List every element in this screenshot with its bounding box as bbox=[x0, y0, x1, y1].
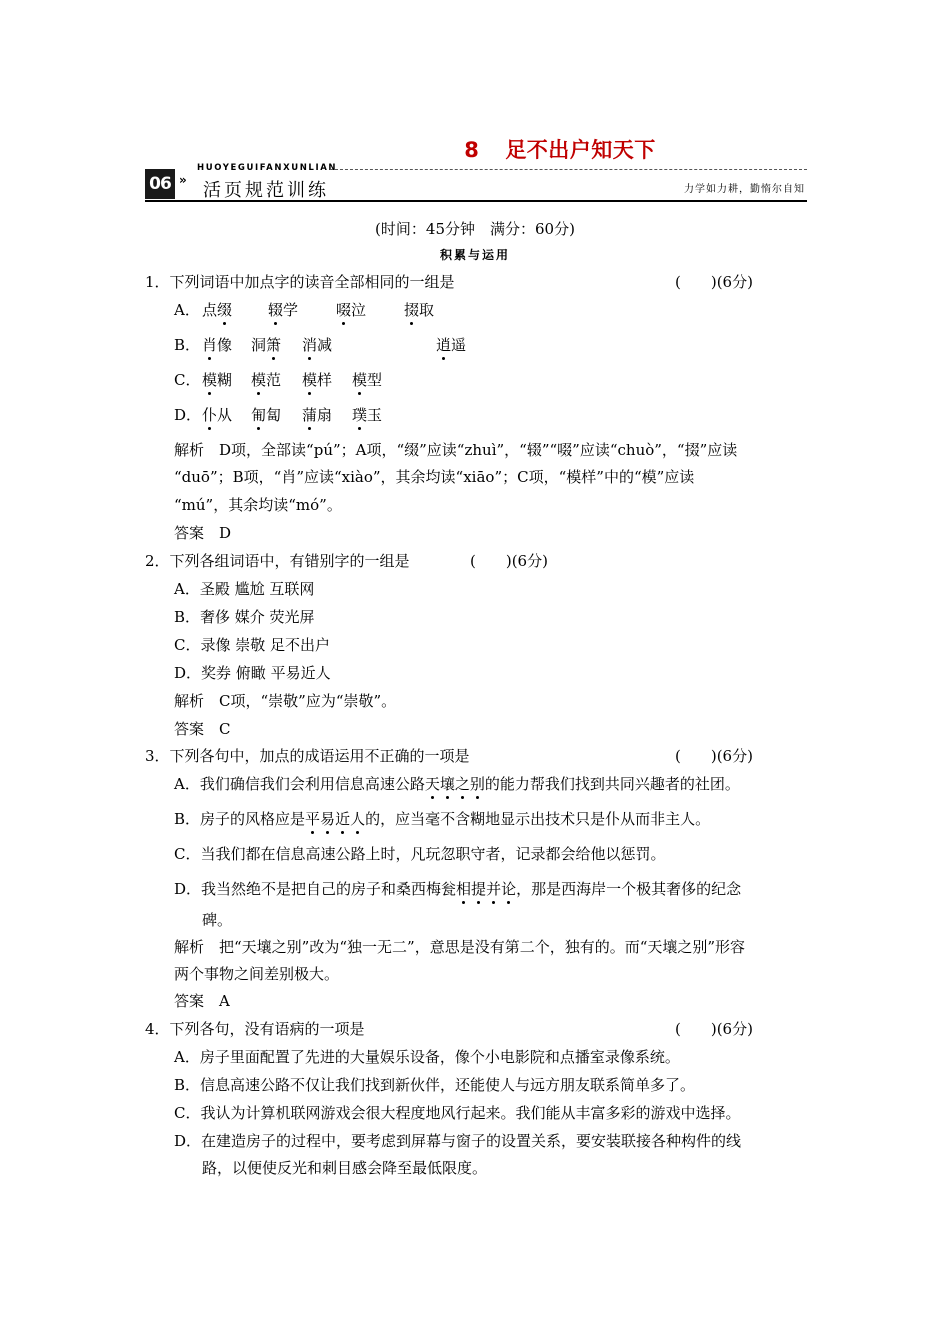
q1-b-word-4 bbox=[436, 335, 466, 355]
sentence-text: C．当我们都在信息高速公路上时，凡 bbox=[174, 845, 426, 863]
char: 糊 bbox=[217, 371, 233, 389]
sentence-text: A．我们确信我们会利用信息高速公路 bbox=[174, 775, 425, 793]
char: 减 bbox=[317, 336, 333, 354]
dotted-char: 辍 bbox=[268, 301, 284, 319]
dotted-char: 璞 bbox=[352, 406, 368, 424]
option-label: B． bbox=[174, 336, 201, 354]
dotted-idiom bbox=[305, 810, 365, 828]
dotted-char: 模 bbox=[352, 371, 368, 389]
analysis-text: C项，“崇敬”应为“崇敬”。 bbox=[204, 692, 397, 710]
dotted-char: 模 bbox=[302, 371, 318, 389]
q4-option-d: D．在建造房子的过程中，要考虑到屏幕与窗子的设置关系，要安装联接各种构件的线 bbox=[174, 1132, 742, 1150]
answer-value: D bbox=[204, 524, 232, 542]
dotted-char: 平 bbox=[305, 810, 321, 828]
q2-option-d: D．奖券 俯瞰 平易近人 bbox=[174, 664, 331, 682]
q3-analysis-line-1 bbox=[174, 937, 745, 957]
q1-c-word-1 bbox=[202, 370, 232, 390]
char: 点 bbox=[202, 301, 218, 319]
dotted-char: 掇 bbox=[404, 301, 420, 319]
q1-c-word-4 bbox=[352, 370, 382, 390]
q1-answer bbox=[174, 523, 231, 543]
answer-value: C bbox=[204, 720, 231, 738]
dotted-char: 别 bbox=[469, 775, 485, 793]
word bbox=[202, 371, 232, 389]
dotted-idiom bbox=[456, 880, 516, 898]
page-title bbox=[300, 134, 820, 164]
char: 匐 bbox=[266, 406, 282, 424]
sentence-text: 的，应当毫不含糊地显示出技术只是仆从而非主人。 bbox=[365, 810, 711, 828]
dotted-char: 相 bbox=[456, 880, 472, 898]
word bbox=[251, 336, 281, 354]
dotted-char: 易 bbox=[320, 810, 336, 828]
q1-analysis-line-1 bbox=[174, 440, 737, 460]
analysis-text: 把“天壤之别”改为“独一无二”，意思是没有第二个，独有的。而“天壤之别”形容 bbox=[204, 938, 746, 956]
word bbox=[302, 406, 332, 424]
dotted-idiom bbox=[425, 775, 485, 793]
analysis-label: 解析 bbox=[174, 692, 205, 710]
char: 遥 bbox=[451, 336, 467, 354]
sentence-text: 的能力帮我们找到共同兴趣者的社团。 bbox=[484, 775, 740, 793]
lesson-title: 足不出户知天下 bbox=[505, 138, 656, 162]
char: 取 bbox=[419, 301, 435, 319]
q1-option-a bbox=[174, 300, 435, 320]
char: 洞 bbox=[251, 336, 267, 354]
q2-option-c: C．录像 崇敬 足不出户 bbox=[174, 636, 331, 654]
answer-label: 答案 bbox=[174, 524, 205, 542]
q1-c-word-2 bbox=[251, 370, 281, 390]
q3-stem: 3．下列各句中，加点的成语运用不正确的一项是 bbox=[145, 747, 470, 765]
q1-a-word-1 bbox=[202, 300, 232, 320]
dotted-char: 天 bbox=[424, 775, 440, 793]
word bbox=[202, 336, 232, 354]
word bbox=[352, 406, 382, 424]
dotted-char: 缀 bbox=[217, 301, 233, 319]
char: 从 bbox=[217, 406, 233, 424]
idiom: 玩忽职守 bbox=[425, 845, 486, 863]
dotted-char: 啜 bbox=[336, 301, 352, 319]
dotted-char: 之 bbox=[454, 775, 470, 793]
q1-d-word-2 bbox=[251, 405, 281, 425]
dotted-char: 近 bbox=[335, 810, 351, 828]
sentence-text: ，那是西海岸一个极其奢侈的纪念 bbox=[516, 880, 742, 898]
analysis-label: 解析 bbox=[174, 441, 205, 459]
analysis-label: 解析 bbox=[174, 938, 205, 956]
char: 学 bbox=[283, 301, 299, 319]
banner-dashed-rule bbox=[330, 169, 807, 170]
q1-a-word-3 bbox=[336, 300, 366, 320]
dotted-char: 逍 bbox=[436, 336, 452, 354]
q1-b-word-2 bbox=[251, 335, 281, 355]
word bbox=[336, 301, 366, 319]
double-chevron-icon: » bbox=[179, 173, 187, 187]
banner-rule bbox=[145, 200, 807, 202]
char: 范 bbox=[266, 371, 282, 389]
word bbox=[302, 371, 332, 389]
q3-option-b bbox=[174, 809, 710, 829]
word bbox=[251, 371, 281, 389]
q1-analysis-line-2: “duō”；B项，“肖”应读“xiào”，其余均读“xiāo”；C项，“模样”中的“模”应读 bbox=[174, 468, 695, 486]
dotted-char: 提 bbox=[471, 880, 487, 898]
char: 像 bbox=[217, 336, 233, 354]
option-label: D． bbox=[174, 406, 202, 424]
q1-option-d bbox=[174, 405, 383, 425]
dotted-char: 并 bbox=[486, 880, 502, 898]
sentence-text: 者，记录都会给他以惩罚。 bbox=[485, 845, 666, 863]
q3-score: ( )(6分) bbox=[675, 747, 753, 765]
section-banner bbox=[145, 163, 807, 203]
dotted-char: 仆 bbox=[202, 406, 218, 424]
q4-option-c: C．我认为计算机联网游戏会很大程度地风行起来。我们能从丰富多彩的游戏中选择。 bbox=[174, 1104, 741, 1122]
dotted-char: 匍 bbox=[251, 406, 267, 424]
sentence-text: B．房子的风格应是 bbox=[174, 810, 306, 828]
section-heading: 积累与运用 bbox=[439, 248, 510, 262]
word bbox=[202, 406, 232, 424]
char: 扇 bbox=[317, 406, 333, 424]
dotted-char: 消 bbox=[302, 336, 318, 354]
char: 玉 bbox=[367, 406, 383, 424]
q2-analysis bbox=[174, 691, 396, 711]
word bbox=[302, 336, 332, 354]
q1-score: ( )(6分) bbox=[675, 273, 753, 291]
q2-stem: 2．下列各组词语中，有错别字的一组是 bbox=[145, 552, 410, 570]
q1-d-word-3 bbox=[302, 405, 332, 425]
q1-d-word-1 bbox=[202, 405, 232, 425]
badge-number: 06 bbox=[145, 169, 175, 199]
q3-analysis-line-2: 两个事物之间差别极大。 bbox=[174, 965, 340, 983]
word bbox=[202, 301, 232, 319]
q1-option-c bbox=[174, 370, 383, 390]
q3-option-c bbox=[174, 844, 666, 864]
dotted-char: 模 bbox=[251, 371, 267, 389]
word bbox=[251, 406, 281, 424]
word bbox=[404, 301, 434, 319]
q2-answer bbox=[174, 719, 231, 739]
q1-d-word-4 bbox=[352, 405, 382, 425]
q2-option-b: B．奢侈 媒介 荧光屏 bbox=[174, 608, 315, 626]
dotted-char: 肖 bbox=[202, 336, 218, 354]
q3-answer bbox=[174, 991, 230, 1011]
word bbox=[268, 301, 298, 319]
banner-name: 活页规范训练 bbox=[203, 180, 329, 201]
answer-label: 答案 bbox=[174, 720, 205, 738]
q4-option-d-cont: 路，以便使反光和刺目感会降至最低限度。 bbox=[202, 1159, 488, 1177]
char: 样 bbox=[317, 371, 333, 389]
q4-stem: 4．下列各句，没有语病的一项是 bbox=[145, 1020, 365, 1038]
answer-value: A bbox=[204, 992, 230, 1010]
q1-c-word-3 bbox=[302, 370, 332, 390]
char: 泣 bbox=[351, 301, 367, 319]
dotted-char: 模 bbox=[202, 371, 218, 389]
dotted-char: 箫 bbox=[266, 336, 282, 354]
q3-option-d-cont: 碑。 bbox=[202, 911, 233, 929]
q3-option-d bbox=[174, 879, 741, 899]
dotted-char: 人 bbox=[350, 810, 366, 828]
sentence-text: D．我当然绝不是把自己的房子和桑西梅瓮 bbox=[174, 880, 457, 898]
q2-option-a: A．圣殿 尴尬 互联网 bbox=[174, 580, 315, 598]
char: 型 bbox=[367, 371, 383, 389]
banner-pinyin: HUOYEGUIFANXUNLIAN bbox=[197, 163, 338, 173]
option-label: C． bbox=[174, 371, 201, 389]
q4-option-a: A．房子里面配置了先进的大量娱乐设备，像个小电影院和点播室录像系统。 bbox=[174, 1048, 680, 1066]
word bbox=[436, 336, 466, 354]
q1-a-word-4 bbox=[404, 300, 434, 320]
answer-label: 答案 bbox=[174, 992, 205, 1010]
dotted-char: 壤 bbox=[439, 775, 455, 793]
analysis-text: D项，全部读“pú”；A项，“缀”应读“zhuì”，“辍”“啜”应读“chuò”，“掇”应读 bbox=[204, 441, 738, 459]
q1-a-word-2 bbox=[268, 300, 298, 320]
q1-analysis-line-3: “mú”，其余均读“mó”。 bbox=[174, 496, 342, 514]
lesson-number: 8 bbox=[464, 138, 480, 162]
q1-b-word-1 bbox=[202, 335, 232, 355]
q4-score: ( )(6分) bbox=[675, 1020, 753, 1038]
q4-option-b: B．信息高速公路不仅让我们找到新伙伴，还能使人与远方朋友联系简单多了。 bbox=[174, 1076, 696, 1094]
option-label: A． bbox=[174, 301, 200, 319]
q1-b-word-3 bbox=[302, 335, 332, 355]
q1-option-b bbox=[174, 335, 467, 355]
time-limit: (时间：45分钟 满分：60分) bbox=[375, 220, 575, 238]
banner-motto: 力学如力耕，勤惰尔自知 bbox=[684, 184, 805, 195]
q3-option-a bbox=[174, 774, 740, 794]
word bbox=[352, 371, 382, 389]
q2-score: ( )(6分) bbox=[470, 552, 548, 570]
q1-stem: 1．下列词语中加点字的读音全部相同的一组是 bbox=[145, 273, 455, 291]
dotted-char: 蒲 bbox=[302, 406, 318, 424]
dotted-char: 论 bbox=[501, 880, 517, 898]
